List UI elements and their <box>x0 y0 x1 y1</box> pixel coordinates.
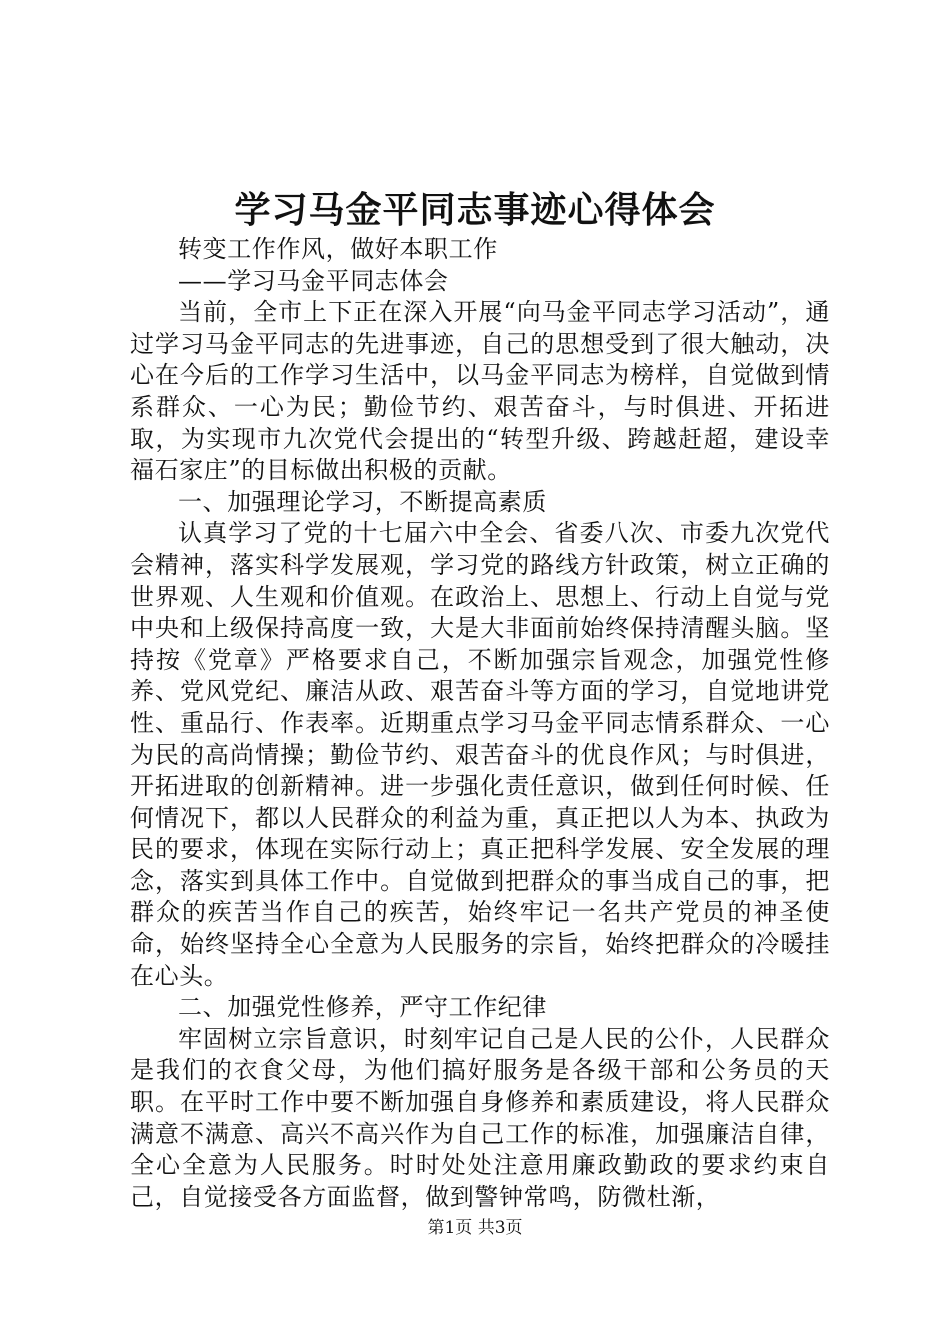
subtitle-line: 转变工作作风，做好本职工作 <box>178 235 498 263</box>
section-paragraph-2: 牢固树立宗旨意识，时刻牢记自己是人民的公仆，人民群众是我们的衣食父母，为他们搞好服务是各级干部和公务员的天职。在平时工作中要不断加强自身修养和素质建设，将人民群众满意不满意、高兴不高兴作为自己工作的标准，加强廉洁自律，全心全意为人民服务。时时处处注意用廉政勤政的要求约束自己，自觉接受各方面监督，做到警钟常鸣，防微杜渐， <box>130 1024 830 1211</box>
subtitle-source: ——学习马金平同志体会 <box>178 266 449 295</box>
document-title: 学习马金平同志事迹心得体会 <box>234 189 716 231</box>
intro-paragraph: 当前，全市上下正在深入开展“向马金平同志学习活动”，通过学习马金平同志的先进事迹，自己的思想受到了很大触动，决心在今后的工作学习生活中，以马金平同志为榜样，自觉做到情系群众、一心为民；勤俭节约、艰苦奋斗，与时俱进、开拓进取，为实现市九次党代会提出的“转型升级、跨越赶超，建设幸福石家庄”的目标做出积极的贡献。 <box>130 298 830 485</box>
section-heading-1: 一、加强理论学习，不断提高素质 <box>178 487 547 516</box>
document-body <box>130 234 830 1213</box>
section-paragraph-1: 认真学习了党的十七届六中全会、省委八次、市委九次党代会精神，落实科学发展观，学习党的路线方针政策，树立正确的世界观、人生观和价值观。在政治上、思想上、行动上自觉与党中央和上级保持高度一致，大是大非面前始终保持清醒头脑。坚持按《党章》严格要求自己，不断加强宗旨观念，加强党性修养、党风党纪、廉洁从政、艰苦奋斗等方面的学习，自觉地讲党性、重品行、作表率。近期重点学习马金平同志情系群众、一心为民的高尚情操；勤俭节约、艰苦奋斗的优良作风；与时俱进，开拓进取的创新精神。进一步强化责任意识，做到任何时候、任何情况下，都以人民群众的利益为重，真正把以人为本、执政为民的要求，体现在实际行动上；真正把科学发展、安全发展的理念，落实到具体工作中。自觉做到把群众的事当成自己的事，把群众的疾苦当作自己的疾苦，始终牢记一名共产党员的神圣使命，始终坚持全心全意为人民服务的宗旨，始终把群众的冷暖挂在心头。 <box>130 519 830 990</box>
section-heading-2: 二、加强党性修养，严守工作纪律 <box>178 993 547 1022</box>
page-number-footer: 第1页 共3页 <box>427 1218 523 1238</box>
